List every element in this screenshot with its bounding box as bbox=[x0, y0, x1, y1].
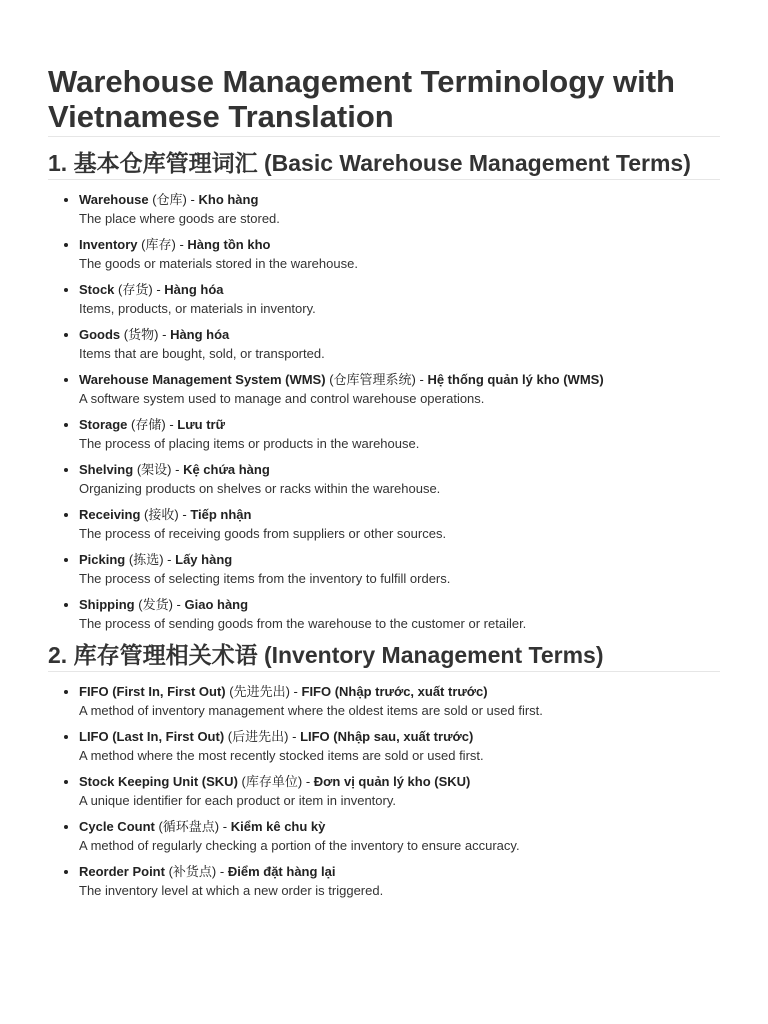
term-description: The place where goods are stored. bbox=[79, 211, 280, 226]
term-line bbox=[79, 235, 720, 254]
term-english: Storage bbox=[79, 417, 128, 432]
term-english: Warehouse bbox=[79, 192, 149, 207]
term-line bbox=[79, 595, 720, 614]
term-vietnamese: FIFO (Nhập trước, xuất trước) bbox=[301, 684, 488, 699]
term-separator: - bbox=[179, 237, 184, 252]
list-item bbox=[79, 325, 720, 363]
term-line bbox=[79, 460, 720, 479]
term-description: Items that are bought, sold, or transported. bbox=[79, 346, 325, 361]
term-chinese: (接收) bbox=[144, 507, 179, 522]
list-item bbox=[79, 190, 720, 228]
term-line bbox=[79, 550, 720, 569]
term-chinese: (后进先出) bbox=[227, 729, 289, 744]
term-line bbox=[79, 862, 720, 881]
term-chinese: (存货) bbox=[118, 282, 153, 297]
term-english: Shelving bbox=[79, 462, 134, 477]
term-separator: - bbox=[162, 327, 167, 342]
term-separator: - bbox=[222, 819, 228, 834]
term-line bbox=[79, 772, 720, 791]
term-chinese: (库存单位) bbox=[241, 774, 303, 789]
list-item bbox=[79, 505, 720, 543]
term-vietnamese: LIFO (Nhập sau, xuất trước) bbox=[300, 729, 474, 744]
term-description: The inventory level at which a new order is triggered. bbox=[79, 883, 384, 898]
term-line bbox=[79, 415, 720, 434]
list-item bbox=[79, 862, 720, 900]
list-item bbox=[79, 772, 720, 810]
list-item bbox=[79, 550, 720, 588]
term-english: Shipping bbox=[79, 597, 135, 612]
list-item bbox=[79, 460, 720, 498]
term-separator: - bbox=[219, 864, 225, 879]
term-line bbox=[79, 190, 720, 209]
term-english: Receiving bbox=[79, 507, 141, 522]
term-separator: - bbox=[293, 684, 298, 699]
term-english: Stock Keeping Unit (SKU) bbox=[79, 774, 238, 789]
term-description: A method of inventory management where the oldest items are sold or used first. bbox=[79, 703, 543, 718]
page-title: Warehouse Management Terminology with Vietnamese Translation bbox=[48, 64, 720, 137]
term-chinese: (仓库管理系统) bbox=[329, 372, 416, 387]
term-chinese: (先进先出) bbox=[229, 684, 290, 699]
term-english: Warehouse Management System (WMS) bbox=[79, 372, 326, 387]
term-description: A software system used to manage and control warehouse operations. bbox=[79, 391, 485, 406]
term-line bbox=[79, 682, 720, 701]
term-description: Items, products, or materials in inventory. bbox=[79, 301, 316, 316]
term-description: The process of selecting items from the inventory to fulfill orders. bbox=[79, 571, 451, 586]
term-separator: - bbox=[419, 372, 424, 387]
section-basic-terms bbox=[48, 149, 720, 633]
term-vietnamese: Điểm đặt hàng lại bbox=[227, 864, 336, 879]
term-vietnamese: Lấy hàng bbox=[175, 552, 233, 567]
term-description: A unique identifier for each product or item in inventory. bbox=[79, 793, 396, 808]
term-vietnamese: Hàng hóa bbox=[170, 327, 230, 342]
term-english: Picking bbox=[79, 552, 126, 567]
term-line bbox=[79, 505, 720, 524]
term-chinese: (库存) bbox=[141, 237, 176, 252]
term-line bbox=[79, 817, 720, 836]
term-separator: - bbox=[175, 462, 180, 477]
term-vietnamese: Giao hàng bbox=[184, 597, 249, 612]
term-english: Reorder Point bbox=[79, 864, 165, 879]
term-separator: - bbox=[169, 417, 174, 432]
list-item bbox=[79, 415, 720, 453]
term-separator: - bbox=[292, 729, 297, 744]
term-chinese: (架设) bbox=[136, 462, 172, 477]
term-vietnamese: Tiếp nhận bbox=[190, 507, 252, 522]
term-list bbox=[48, 682, 720, 900]
section-inventory-terms bbox=[48, 641, 720, 900]
term-separator: - bbox=[156, 282, 161, 297]
term-separator: - bbox=[305, 774, 311, 789]
term-vietnamese: Hệ thống quản lý kho (WMS) bbox=[427, 372, 604, 387]
term-separator: - bbox=[176, 597, 181, 612]
term-description: A method of regularly checking a portion of the inventory to ensure accuracy. bbox=[79, 838, 520, 853]
term-english: Goods bbox=[79, 327, 121, 342]
term-chinese: (补货点) bbox=[168, 864, 217, 879]
list-item bbox=[79, 235, 720, 273]
term-vietnamese: Kiểm kê chu kỳ bbox=[230, 819, 326, 834]
term-chinese: (拣选) bbox=[128, 552, 164, 567]
term-chinese: (货物) bbox=[123, 327, 159, 342]
term-chinese: (存储) bbox=[131, 417, 166, 432]
term-vietnamese: Hàng tồn kho bbox=[187, 237, 271, 252]
term-description: The process of placing items or products in the warehouse. bbox=[79, 436, 420, 451]
term-chinese: (循环盘点) bbox=[158, 819, 220, 834]
list-item bbox=[79, 370, 720, 408]
section-heading: 2. 库存管理相关术语 (Inventory Management Terms) bbox=[48, 641, 720, 672]
term-description: A method where the most recently stocked items are sold or used first. bbox=[79, 748, 484, 763]
term-vietnamese: Lưu trữ bbox=[177, 417, 226, 432]
term-description: The process of sending goods from the warehouse to the customer or retailer. bbox=[79, 616, 527, 631]
term-english: Inventory bbox=[79, 237, 138, 252]
term-separator: - bbox=[190, 192, 195, 207]
term-description: The process of receiving goods from suppliers or other sources. bbox=[79, 526, 447, 541]
term-description: Organizing products on shelves or racks within the warehouse. bbox=[79, 481, 441, 496]
term-chinese: (仓库) bbox=[152, 192, 187, 207]
term-english: LIFO (Last In, First Out) bbox=[79, 729, 225, 744]
term-separator: - bbox=[182, 507, 187, 522]
term-line bbox=[79, 370, 720, 389]
term-english: FIFO (First In, First Out) bbox=[79, 684, 226, 699]
term-line bbox=[79, 727, 720, 746]
list-item bbox=[79, 280, 720, 318]
section-heading: 1. 基本仓库管理词汇 (Basic Warehouse Management Terms) bbox=[48, 149, 720, 180]
term-separator: - bbox=[167, 552, 172, 567]
term-english: Stock bbox=[79, 282, 115, 297]
list-item bbox=[79, 595, 720, 633]
term-description: The goods or materials stored in the warehouse. bbox=[79, 256, 358, 271]
list-item bbox=[79, 727, 720, 765]
term-chinese: (发货) bbox=[138, 597, 173, 612]
term-line bbox=[79, 325, 720, 344]
term-line bbox=[79, 280, 720, 299]
term-vietnamese: Kho hàng bbox=[198, 192, 259, 207]
term-vietnamese: Đơn vị quản lý kho (SKU) bbox=[313, 774, 471, 789]
term-vietnamese: Hàng hóa bbox=[164, 282, 224, 297]
term-vietnamese: Kệ chứa hàng bbox=[183, 462, 270, 477]
term-english: Cycle Count bbox=[79, 819, 155, 834]
list-item bbox=[79, 817, 720, 855]
list-item bbox=[79, 682, 720, 720]
term-list bbox=[48, 190, 720, 633]
